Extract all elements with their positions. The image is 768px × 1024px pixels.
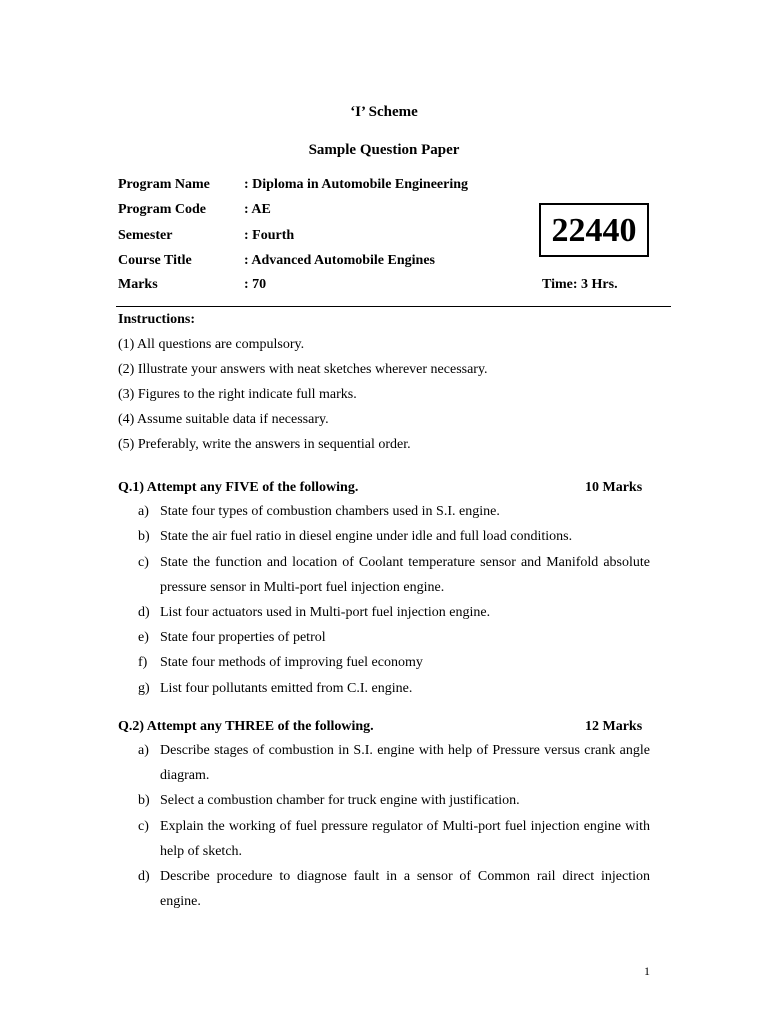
question-2-item-d [138, 864, 650, 914]
meta-label: Course Title [118, 253, 192, 268]
exam-time: Time: 3 Hrs. [542, 277, 618, 292]
instructions-heading: Instructions: [118, 312, 196, 327]
item-letter: a) [138, 504, 149, 519]
item-text: State four methods of improving fuel economy [160, 655, 423, 670]
page-number: 1 [644, 964, 650, 978]
meta-value: : Advanced Automobile Engines [244, 253, 435, 268]
header-divider [116, 306, 671, 307]
instruction-item: (1) All questions are compulsory. [118, 337, 305, 352]
meta-value: : Fourth [244, 228, 295, 243]
instruction-item: (2) Illustrate your answers with neat sketches wherever necessary. [118, 362, 488, 377]
item-text: State four properties of petrol [160, 630, 326, 645]
question-1-marks: 10 Marks [585, 480, 643, 495]
meta-label: Program Name [118, 177, 210, 192]
question-1-item-b [138, 524, 650, 549]
item-letter: d) [138, 605, 150, 620]
item-letter: d) [138, 869, 150, 884]
item-text: State the air fuel ratio in diesel engine under idle and full load conditions. [160, 529, 573, 544]
item-text: Describe procedure to diagnose fault in a sensor of Common rail direct injection engine. [160, 869, 650, 909]
question-2-item-b [138, 788, 650, 813]
question-2-heading: Q.2) Attempt any THREE of the following. [118, 719, 374, 734]
scheme-title: ‘I’ Scheme [350, 104, 418, 120]
course-code-box: 22440 [539, 203, 649, 257]
meta-value: : 70 [244, 277, 267, 292]
meta-label: Semester [118, 228, 173, 243]
item-letter: a) [138, 743, 149, 758]
instruction-item: (5) Preferably, write the answers in sequential order. [118, 437, 411, 452]
question-2-item-a [138, 738, 650, 788]
paper-title: Sample Question Paper [308, 142, 460, 158]
question-2-marks: 12 Marks [585, 719, 643, 734]
item-letter: b) [138, 529, 150, 544]
question-2-item-c [138, 814, 650, 864]
item-letter: g) [138, 681, 150, 696]
meta-label: Marks [118, 277, 158, 292]
item-text: List four pollutants emitted from C.I. engine. [160, 681, 413, 696]
item-letter: b) [138, 793, 150, 808]
item-text: State four types of combustion chambers used in S.I. engine. [160, 504, 500, 519]
item-text: List four actuators used in Multi-port fuel injection engine. [160, 605, 491, 620]
question-1-item-e [138, 625, 650, 650]
meta-label: Program Code [118, 202, 206, 217]
item-text: Select a combustion chamber for truck engine with justification. [160, 793, 520, 808]
question-1-item-f [138, 650, 650, 675]
instruction-item: (4) Assume suitable data if necessary. [118, 412, 329, 427]
meta-value: : AE [244, 202, 271, 217]
instruction-item: (3) Figures to the right indicate full marks. [118, 387, 357, 402]
item-text: Describe stages of combustion in S.I. engine with help of Pressure versus crank angle diagram. [160, 743, 650, 783]
item-text: State the function and location of Coolant temperature sensor and Manifold absolute pressure sensor in Multi-port fuel injection engine. [160, 555, 650, 595]
question-1-item-a [138, 499, 650, 524]
meta-value: : Diploma in Automobile Engineering [244, 177, 469, 192]
item-letter: c) [138, 555, 149, 570]
question-1-item-d [138, 600, 650, 625]
item-letter: f) [138, 655, 148, 670]
question-1-heading: Q.1) Attempt any FIVE of the following. [118, 480, 359, 495]
item-letter: c) [138, 819, 149, 834]
question-1-item-g [138, 676, 650, 701]
question-1-item-c [138, 550, 650, 600]
item-text: Explain the working of fuel pressure regulator of Multi-port fuel injection engine with help of sketch. [160, 819, 650, 859]
item-letter: e) [138, 630, 149, 645]
